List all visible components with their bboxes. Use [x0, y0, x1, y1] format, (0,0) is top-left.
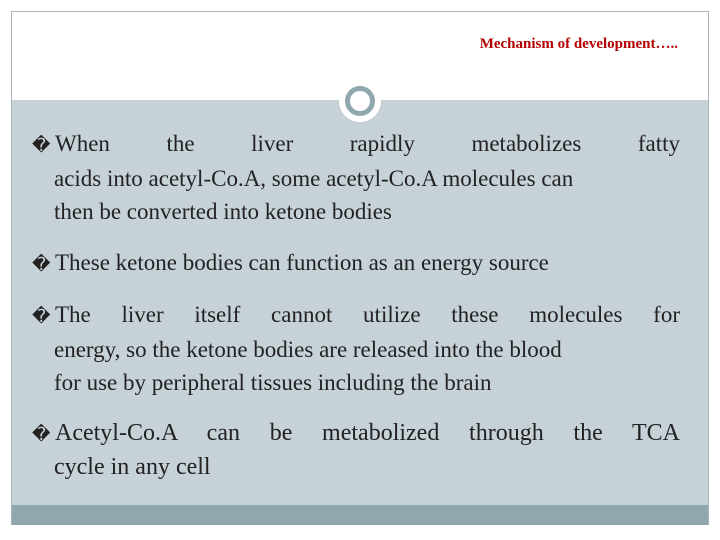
bullet-glyph-icon: � [32, 306, 51, 327]
bullet-line: energy, so the ketone bodies are released into the blood [54, 337, 562, 362]
bullet-item [32, 298, 680, 399]
circle-ornament-icon [339, 80, 381, 122]
bullet-glyph-icon: � [32, 424, 51, 445]
bullet-line: � When the liver rapidly metabolizes fatty [32, 127, 680, 162]
bullet-line: acids into acetyl-Co.A, some acetyl-Co.A molecules can [54, 166, 574, 191]
bullet-line: � The liver itself cannot utilize these molecules for [32, 298, 680, 333]
bullet-line: � Acetyl-Co.A can be metabolized through the TCA [32, 417, 680, 451]
bullet-item [32, 246, 680, 281]
bullet-line: � These ketone bodies can function as an energy source [32, 246, 680, 281]
bullet-line: cycle in any cell [54, 454, 211, 480]
bullet-line: then be converted into ketone bodies [54, 199, 392, 224]
slide-title: Mechanism of development….. [479, 36, 678, 52]
bullet-line: for use by peripheral tissues including the brain [54, 370, 492, 395]
bullet-glyph-icon: � [32, 135, 51, 156]
bullet-item [32, 417, 680, 484]
bullet-glyph-icon: � [32, 254, 51, 275]
footer-bar [12, 505, 708, 525]
bullet-item [32, 127, 680, 228]
